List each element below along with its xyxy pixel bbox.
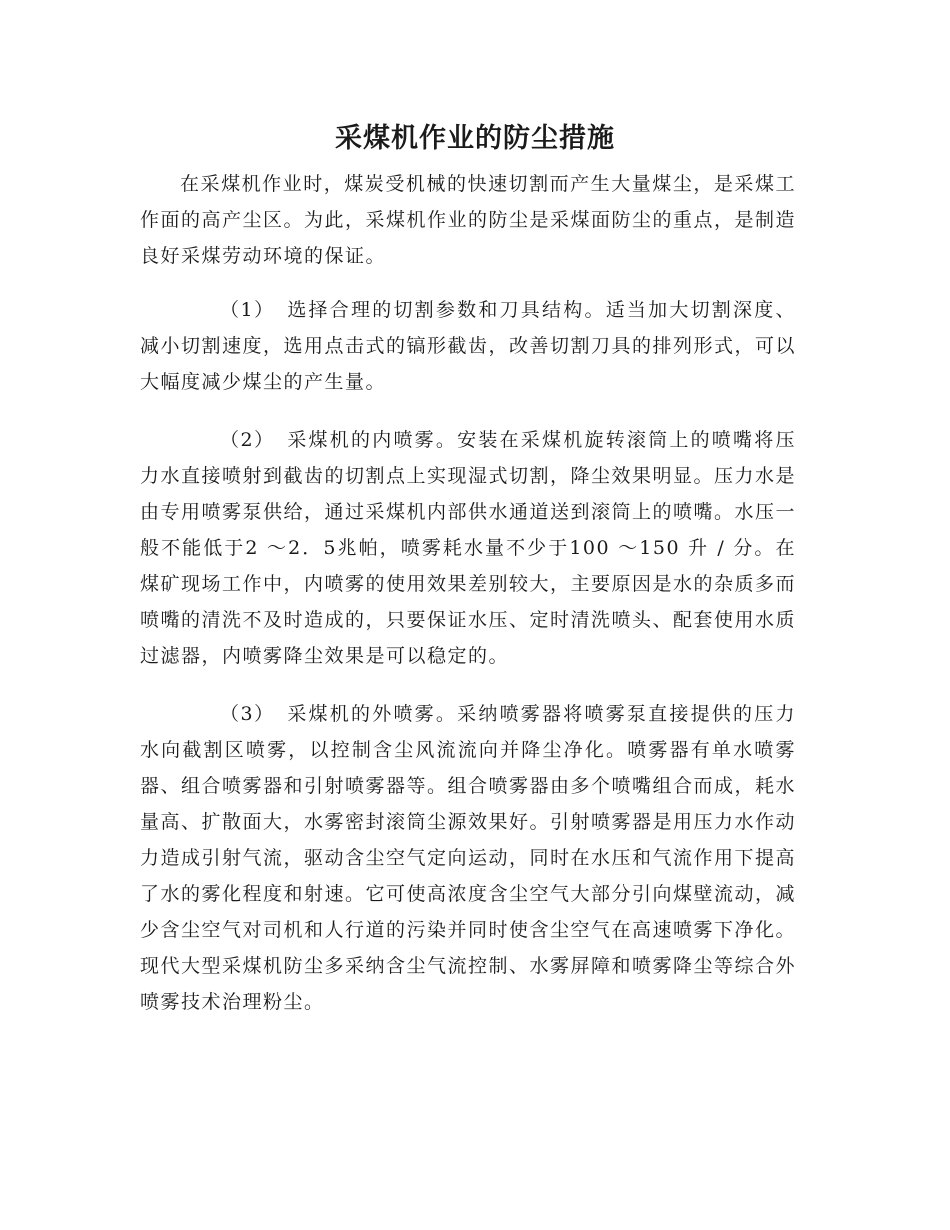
section-paragraph-1 — [140, 292, 796, 400]
section-marker-1: （1） — [220, 299, 275, 321]
intro-paragraph: 在采煤机作业时，煤炭受机械的快速切割而产生大量煤尘，是采煤工作面的高产尘区。为此，采煤机作业的防尘是采煤面防尘的重点，是制造良好采煤劳动环境的保证。 — [140, 173, 797, 267]
section-text-3: 采煤机的外喷雾。采纳喷雾器将喷雾泵直接提供的压力水向截割区喷雾，以控制含尘风流流向并降尘净化。喷雾器有单水喷雾器、组合喷雾器和引射喷雾器等。组合喷雾器由多个喷嘴组合而成，耗水量高、扩散面大，水雾密封滚筒尘源效果好。引射喷雾器是用压力水作动力造成引射气流，驱动含尘空气定向运动，同时在水压和气流作用下提高了水的雾化程度和射速。它可使高浓度含尘空气大部分引向煤壁流动，减少含尘空气对司机和人行道的污染并同时使含尘空气在高速喷雾下净化。现代大型采煤机防尘多采纳含尘气流控制、水雾屏障和喷雾降尘等综合外喷雾技术治理粉尘。 — [140, 703, 797, 1013]
document-title: 采煤机作业的防尘措施 — [335, 123, 615, 154]
section-text-1: 选择合理的切割参数和刀具结构。适当加大切割深度、减小切割速度，选用点击式的镐形截齿，改善切割刀具的排列形式，可以大幅度减少煤尘的产生量。 — [140, 299, 797, 393]
section-text-2: 采煤机的内喷雾。安装在采煤机旋转滚筒上的喷嘴将压力水直接喷射到截齿的切割点上实现湿式切割，降尘效果明显。压力水是由专用喷雾泵供给，通过采煤机内部供水通道送到滚筒上的喷嘴。水压一般不能低于2 ～2．5兆帕，喷雾耗水量不少于100 ～150 升 / 分。在煤矿现场工作中，内喷雾的使用效果差别较大，主要原因是水的杂质多而喷嘴的清洗不及时造成的，只要保证水压、定时清洗喷头、配套使用水质过滤器，内喷雾降尘效果是可以稳定的。 — [140, 429, 797, 667]
section-paragraph-3 — [140, 696, 796, 1020]
section-marker-2: （2） — [220, 429, 275, 451]
section-marker-3: （3） — [220, 703, 275, 725]
section-paragraph-2 — [140, 422, 796, 674]
